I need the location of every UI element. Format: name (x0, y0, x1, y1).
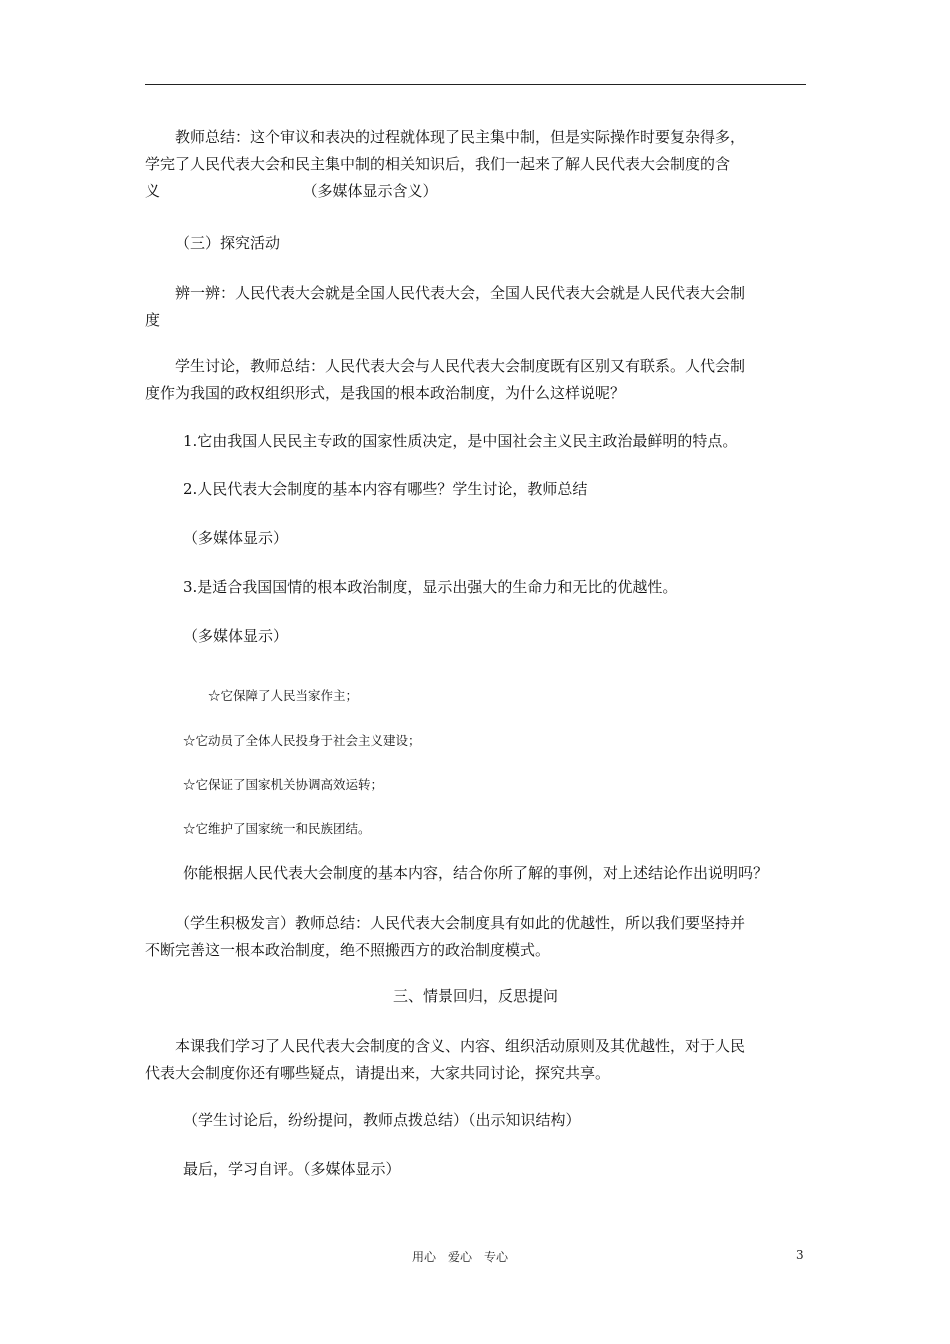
footer-motto: 用心 爱心 专心 (412, 1250, 509, 1264)
point-1: 1.它由我国人民民主专政的国家性质决定，是中国社会主义民主政治最鲜明的特点。 (183, 432, 738, 450)
star-item: ☆它保证了国家机关协调高效运转； (183, 777, 384, 792)
text-line: 不断完善这一根本政治制度，绝不照搬西方的政治制度模式。 (145, 941, 551, 959)
star-item: ☆它保障了人民当家作主； (208, 688, 359, 703)
header-rule (145, 84, 806, 85)
text-line: 教师总结：这个审议和表决的过程就体现了民主集中制，但是实际操作时要复杂得多， (175, 128, 746, 146)
text-line: 度作为我国的政权组织形式，是我国的根本政治制度，为什么这样说呢？ (145, 384, 626, 402)
text-line: 义 （多媒体显示含义） (145, 182, 438, 200)
section-heading-review: 三、情景回归，反思提问 (392, 987, 558, 1005)
multimedia-note: （多媒体显示） (183, 627, 289, 645)
page-number: 3 (796, 1248, 804, 1262)
star-item: ☆它维护了国家统一和民族团结。 (183, 821, 371, 836)
text-line: 学完了人民代表大会和民主集中制的相关知识后，我们一起来了解人民代表大会制度的含 (145, 155, 731, 173)
text-line: 学生讨论，教师总结：人民代表大会与人民代表大会制度既有区别又有联系。人代会制 (175, 357, 746, 375)
text-line: 代表大会制度你还有哪些疑点，请提出来，大家共同讨论，探究共享。 (145, 1064, 611, 1082)
paragraph-teacher-summary-1 (145, 124, 810, 205)
text-line: 辨一辨：人民代表大会就是全国人民代表大会，全国人民代表大会就是人民代表大会制 (175, 284, 746, 302)
star-item: ☆它动员了全体人民投身于社会主义建设； (183, 733, 421, 748)
paragraph-lesson-review (145, 1033, 810, 1087)
text-line: （学生积极发言）教师总结：人民代表大会制度具有如此的优越性，所以我们要坚持并 (175, 914, 746, 932)
text-line: 本课我们学习了人民代表大会制度的含义、内容、组织活动原则及其优越性，对于人民 (175, 1037, 746, 1055)
question-paragraph: 你能根据人民代表大会制度的基本内容，结合你所了解的事例，对上述结论作出说明吗？ (183, 864, 769, 882)
paragraph-teacher-summary-2 (145, 910, 810, 964)
paragraph-distinguish (145, 280, 810, 334)
text-line: 度 (145, 311, 161, 329)
point-3: 3.是适合我国国情的根本政治制度，显示出强大的生命力和无比的优越性。 (183, 578, 678, 596)
closing-paragraph: 最后，学习自评。（多媒体显示） (183, 1160, 401, 1178)
paragraph-student-discussion (145, 353, 810, 407)
multimedia-note: （多媒体显示） (183, 529, 289, 547)
discussion-note: （学生讨论后，纷纷提问，教师点拨总结）（出示知识结构） (183, 1111, 581, 1129)
point-2: 2.人民代表大会制度的基本内容有哪些？学生讨论，教师总结 (183, 480, 588, 498)
section-heading-explore: （三）探究活动 (175, 234, 281, 252)
